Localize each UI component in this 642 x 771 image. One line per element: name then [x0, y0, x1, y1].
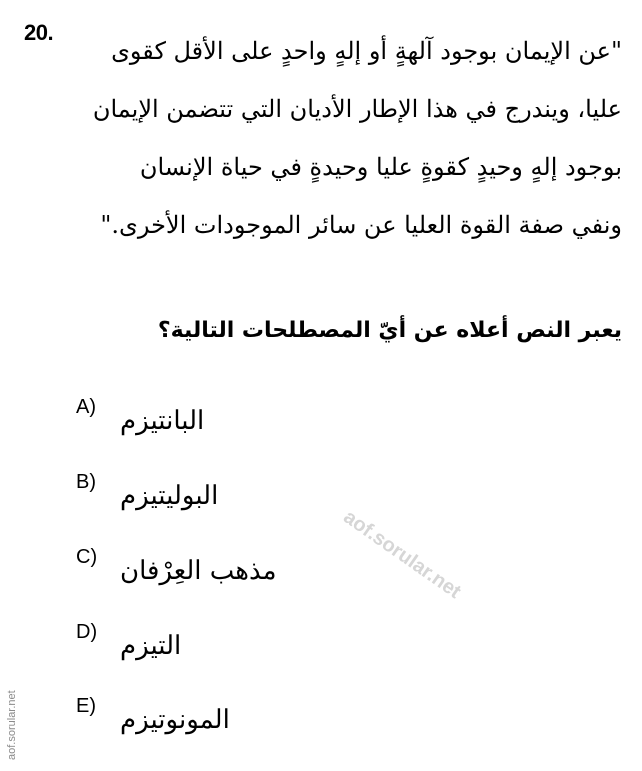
passage-line: بوجود إلهٍ وحيدٍ كقوةٍ عليا وحيدةٍ في حياة الإنسان	[139, 153, 622, 181]
option-d[interactable]	[0, 621, 642, 681]
passage-line: عليا، ويندرج في هذا الإطار الأديان التي تتضمن الإيمان	[92, 95, 622, 123]
option-a[interactable]	[0, 396, 642, 456]
option-text: البانتيزم	[120, 406, 205, 436]
option-text: المونوتيزم	[120, 705, 230, 735]
option-letter: E)	[76, 695, 96, 717]
option-letter: B)	[76, 471, 96, 493]
option-letter: D)	[76, 621, 98, 643]
side-watermark: aof.sorular.net	[6, 690, 18, 760]
option-text: مذهب العِرْفان	[120, 556, 277, 586]
option-c[interactable]	[0, 546, 642, 606]
question-number: 20.	[24, 20, 54, 45]
option-e[interactable]	[0, 695, 642, 755]
option-text: البوليتيزم	[120, 481, 219, 511]
question-prompt: يعبر النص أعلاه عن أيّ المصطلحات التالية؟	[157, 318, 622, 343]
option-text: التيزم	[120, 631, 182, 661]
option-b[interactable]	[0, 471, 642, 531]
watermark: aof.sorular.net	[339, 506, 465, 604]
option-letter: C)	[76, 546, 98, 568]
passage-line: "عن الإيمان بوجود آلهةٍ أو إلهٍ واحدٍ على الأقل كقوى	[111, 37, 622, 65]
option-letter: A)	[76, 396, 96, 418]
question-passage	[70, 22, 622, 254]
passage-line: ونفي صفة القوة العليا عن سائر الموجودات الأخرى."	[100, 211, 622, 239]
